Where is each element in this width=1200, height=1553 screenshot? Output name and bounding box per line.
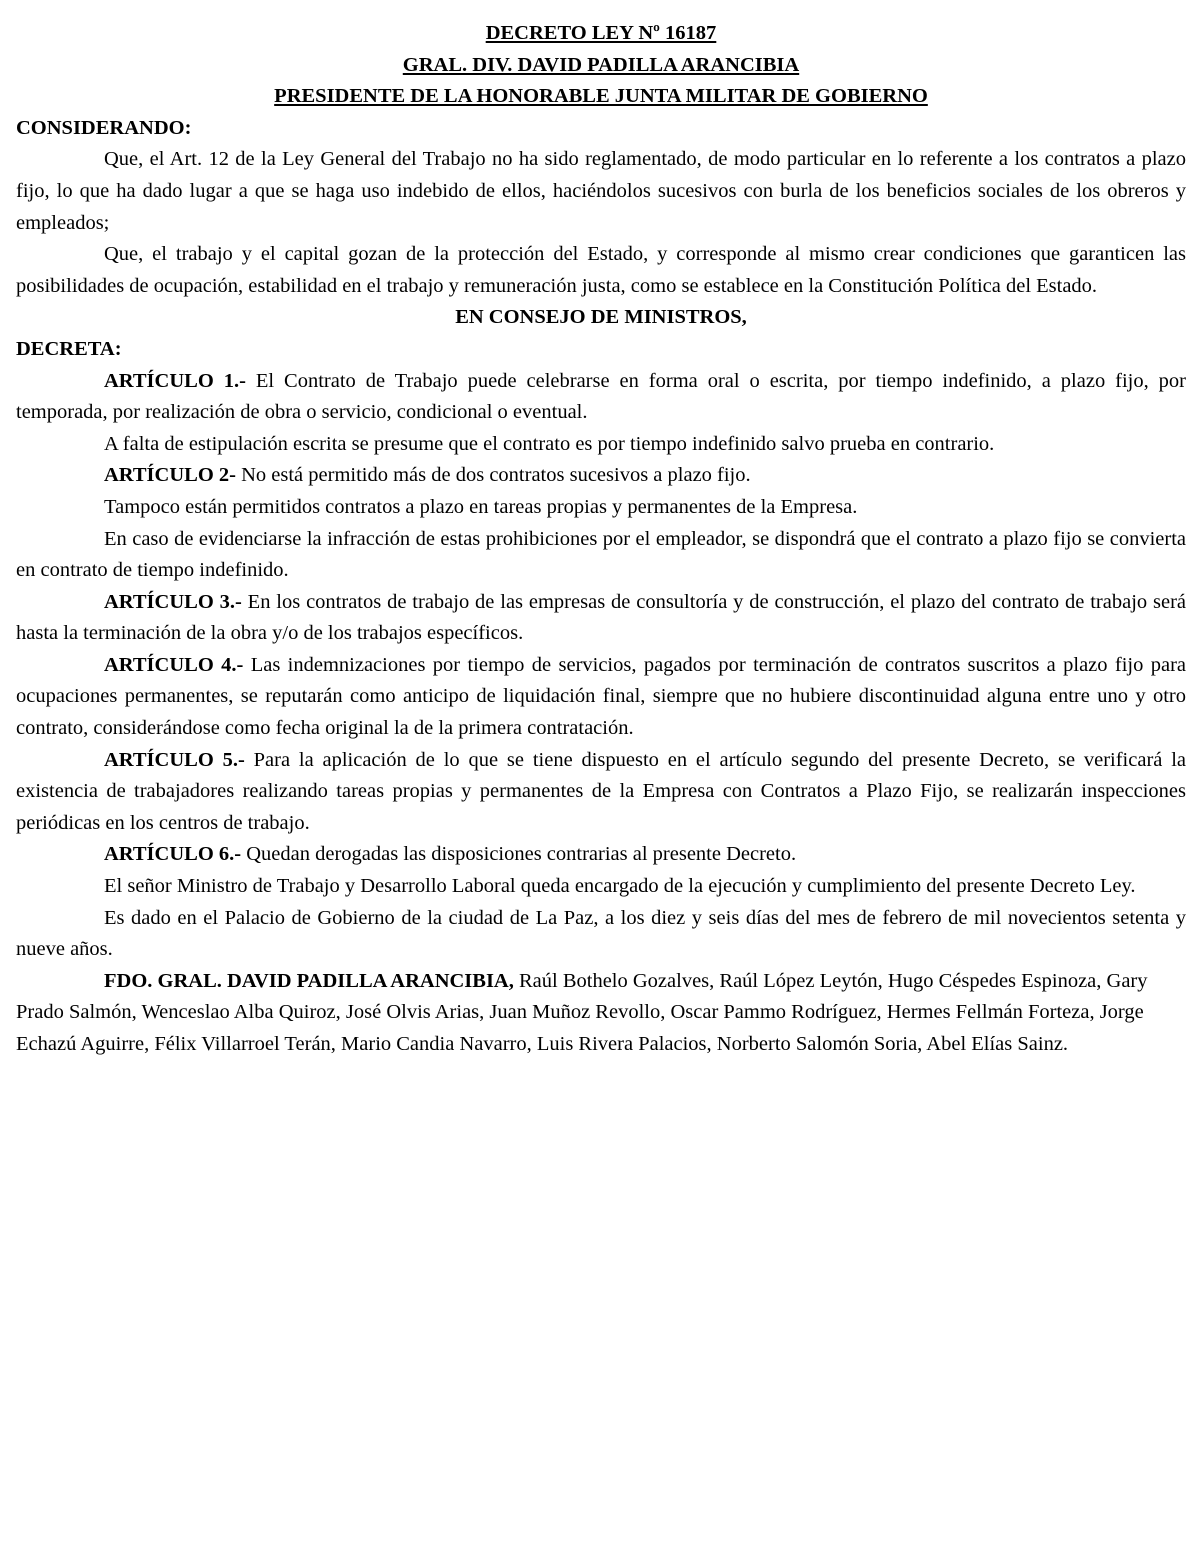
article-1-text: El Contrato de Trabajo puede celebrarse en forma oral o escrita, por tiempo indefinido, a plazo fijo, por temporada, por realización de obra o servicio, condicional o eventual. [16,369,1187,424]
article-4 [16,650,1186,745]
document-page [16,18,1186,1061]
article-1-extra: A falta de estipulación escrita se presume que el contrato es por tiempo indefinido salvo prueba en contrario. [104,432,995,455]
article-6-extra-1: El señor Ministro de Trabajo y Desarrollo Laboral queda encargado de la ejecución y cumplimiento del presente Decreto Ley. [104,875,1136,898]
decree-author: GRAL. DIV. DAVID PADILLA ARANCIBIA [402,53,800,76]
article-5-text: Para la aplicación de lo que se tiene dispuesto en el artículo segundo del presente Decreto, se verificará la existencia de trabajadores realizando tareas propias y permanentes de la Empresa con Contratos a Plazo Fijo, se realizarán inspecciones periódicas en los centros de trabajo. [16,748,1187,834]
article-2-text: No está permitido más de dos contratos sucesivos a plazo fijo. [235,464,751,487]
article-3-label: ARTÍCULO 3.- [104,590,242,613]
signatures-label: FDO. GRAL. DAVID PADILLA ARANCIBIA, [104,969,514,992]
article-2-extra-2: En caso de evidenciarse la infracción de estas prohibiciones por el empleador, se dispondrá que el contrato a plazo fijo se convierta en contrato de tiempo indefinido. [16,527,1186,582]
article-5-label: ARTÍCULO 5.- [104,748,245,771]
decree-title: DECRETO LEY Nº 16187 [485,22,717,44]
article-5 [16,745,1186,840]
consejo-heading: EN CONSEJO DE MINISTROS, [455,306,747,329]
considerando-paragraph-2: Que, el trabajo y el capital gozan de la protección del Estado, y corresponde al mismo crear condiciones que garanticen las posibilidades de ocupación, estabilidad en el trabajo y remuneración justa, como se establece en la Constitución Política del Estado. [16,243,1186,297]
signatures [16,966,1186,1061]
article-1-label: ARTÍCULO 1.- [104,369,246,392]
article-2 [16,460,1186,492]
considerando-paragraph-1: Que, el Art. 12 de la Ley General del Trabajo no ha sido reglamentado, de modo particular en lo referente a los contratos a plazo fijo, lo que ha dado lugar a que se haga uso indebido de ellos, haciéndolos sucesivos con burla de los beneficios sociales de los obreros y empleados; [16,148,1186,234]
article-4-text: Las indemnizaciones por tiempo de servicios, pagados por terminación de contratos suscritos a plazo fijo para ocupaciones permanentes, se reputarán como anticipo de liquidación final, siempre que no hubiere discontinuidad alguna entre uno y otro contrato, considerándose como fecha original la de la primera contratación. [16,653,1186,740]
considerando-heading: CONSIDERANDO: [16,116,192,139]
decreta-heading: DECRETA: [16,337,122,360]
signatures-text: Raúl Bothelo Gozalves, Raúl López Leytón, Hugo Céspedes Espinoza, Gary Prado Salmón, Wenceslao Alba Quiroz, José Olvis Arias, Juan Muñoz Revollo, Oscar Pammo Rodríguez, Hermes Fellmán Forteza, Jorge Echazú Aguirre, Félix Villarroel Terán, Mario Candia Navarro, Luis Rivera Palacios, Norberto Salomón Soria, Abel Elías Sainz. [16,969,1148,1055]
article-2-label: ARTÍCULO 2- [104,464,236,487]
article-6-label: ARTÍCULO 6.- [104,843,242,866]
article-3-text: En los contratos de trabajo de las empresas de consultoría y de construcción, el plazo del contrato de trabajo será hasta la terminación de la obra y/o de los trabajos específicos. [16,590,1186,645]
article-6-extra-2: Es dado en el Palacio de Gobierno de la ciudad de La Paz, a los diez y seis días del mes de febrero de mil novecientos setenta y nueve años. [16,906,1186,961]
article-4-label: ARTÍCULO 4.- [104,653,244,676]
article-2-extra-1: Tampoco están permitidos contratos a plazo en tareas propias y permanentes de la Empresa. [104,495,858,518]
decree-office: PRESIDENTE DE LA HONORABLE JUNTA MILITAR DE GOBIERNO [274,85,928,108]
article-1 [16,366,1186,429]
article-6 [16,839,1186,871]
article-6-text: Quedan derogadas las disposiciones contrarias al presente Decreto. [241,843,797,866]
article-3 [16,587,1186,650]
